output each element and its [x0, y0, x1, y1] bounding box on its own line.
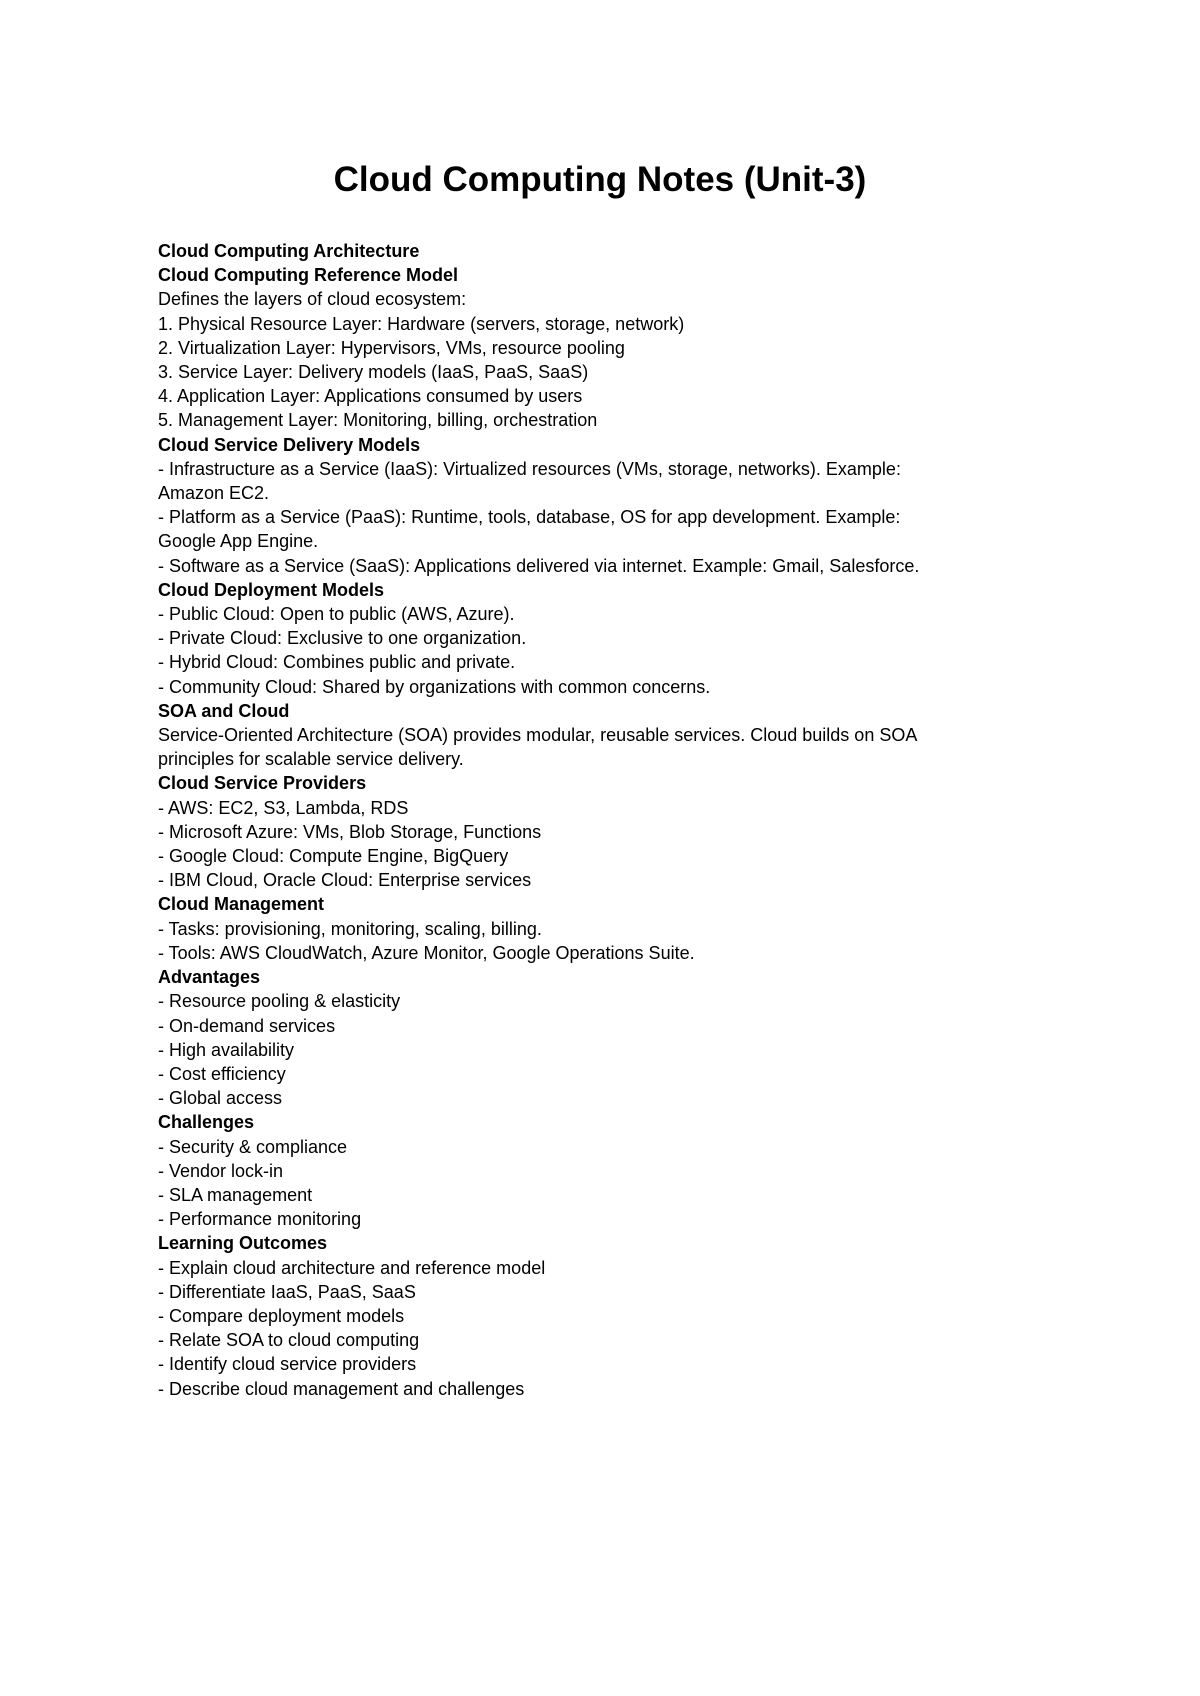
section-heading: Cloud Computing Architecture [158, 241, 420, 261]
section-heading: Learning Outcomes [158, 1233, 328, 1254]
section-heading: Cloud Deployment Models [158, 579, 385, 600]
text-line: - Performance monitoring [158, 1209, 362, 1230]
text-line: - Google Cloud: Compute Engine, BigQuery [158, 846, 509, 867]
text-line: - Community Cloud: Shared by organizations with common concerns. [158, 676, 711, 697]
text-line: - Explain cloud architecture and reference model [158, 1257, 546, 1278]
section-heading: Cloud Management [158, 894, 325, 915]
text-line: 1. Physical Resource Layer: Hardware (servers, storage, network) [158, 313, 685, 334]
text-line: - SLA management [158, 1184, 313, 1205]
text-line: - AWS: EC2, S3, Lambda, RDS [158, 797, 409, 818]
text-line: - Global access [158, 1088, 283, 1109]
text-line: - Vendor lock-in [158, 1160, 284, 1181]
text-line: Defines the layers of cloud ecosystem: [158, 289, 467, 310]
text-line: - Differentiate IaaS, PaaS, SaaS [158, 1281, 416, 1302]
text-line: - Hybrid Cloud: Combines public and private. [158, 652, 516, 673]
section-heading: SOA and Cloud [158, 700, 290, 721]
text-line: - Tools: AWS CloudWatch, Azure Monitor, Google Operations Suite. [158, 942, 695, 963]
section-heading: Challenges [158, 1112, 255, 1133]
text-line: Service-Oriented Architecture (SOA) provides modular, reusable services. Cloud builds on SOA [158, 725, 918, 746]
text-line: - Security & compliance [158, 1136, 348, 1157]
text-line: - Public Cloud: Open to public (AWS, Azure). [158, 604, 515, 625]
text-line: - Infrastructure as a Service (IaaS): Virtualized resources (VMs, storage, networks). Example: [158, 458, 901, 479]
text-line: Google App Engine. [158, 531, 319, 552]
text-line: - Microsoft Azure: VMs, Blob Storage, Functions [158, 821, 542, 842]
text-line: - Private Cloud: Exclusive to one organization. [158, 628, 527, 649]
section-heading: Cloud Service Providers [158, 773, 367, 794]
text-line: - On-demand services [158, 1015, 336, 1036]
text-line: - High availability [158, 1039, 295, 1060]
document-body [158, 239, 1058, 1401]
section-heading: Advantages [158, 967, 261, 988]
text-line: - IBM Cloud, Oracle Cloud: Enterprise services [158, 870, 532, 891]
text-line: - Compare deployment models [158, 1305, 405, 1326]
text-line: 2. Virtualization Layer: Hypervisors, VMs, resource pooling [158, 337, 625, 358]
text-line: 5. Management Layer: Monitoring, billing, orchestration [158, 410, 598, 431]
section-heading: Cloud Service Delivery Models [158, 434, 421, 455]
text-line: - Relate SOA to cloud computing [158, 1330, 420, 1351]
text-line: - Resource pooling & elasticity [158, 991, 401, 1012]
text-line: - Software as a Service (SaaS): Applications delivered via internet. Example: Gmail, Salesforce. [158, 555, 920, 576]
text-line: Amazon EC2. [158, 483, 270, 504]
text-line: - Tasks: provisioning, monitoring, scaling, billing. [158, 918, 542, 939]
text-line: 3. Service Layer: Delivery models (IaaS, PaaS, SaaS) [158, 362, 589, 383]
section-heading: Cloud Computing Reference Model [158, 265, 459, 286]
page-title: Cloud Computing Notes (Unit-3) [333, 160, 867, 199]
text-line: - Platform as a Service (PaaS): Runtime, tools, database, OS for app development. Example: [158, 507, 901, 528]
text-line: 4. Application Layer: Applications consumed by users [158, 386, 583, 407]
text-line: principles for scalable service delivery. [158, 749, 464, 770]
text-line: - Describe cloud management and challenges [158, 1378, 525, 1399]
text-line: - Identify cloud service providers [158, 1354, 417, 1375]
text-line: - Cost efficiency [158, 1063, 286, 1084]
